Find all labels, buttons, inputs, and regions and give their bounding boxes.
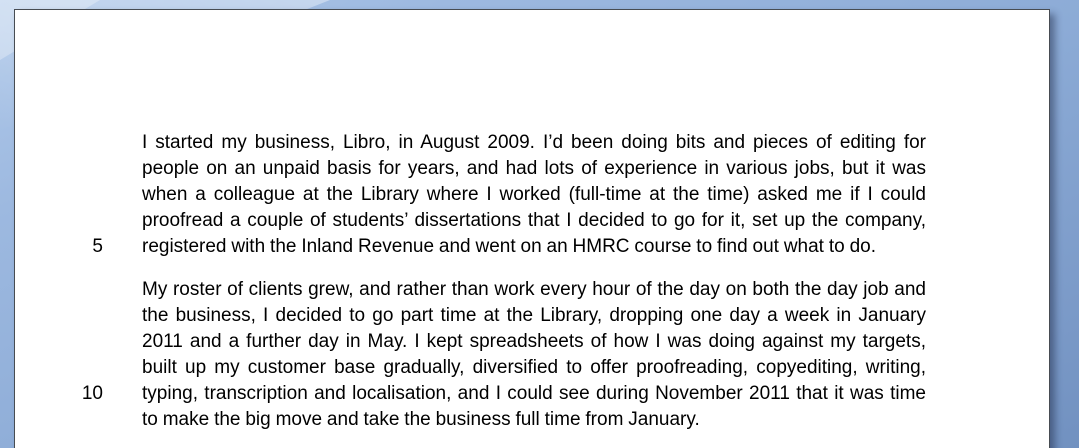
line-text[interactable]: I started my business, Libro, in August 2009. I’d been doing bits and pieces of editing for — [142, 132, 926, 153]
line-number — [15, 407, 103, 433]
line-text[interactable]: to make the big move and take the business full time from January. — [142, 409, 700, 430]
document-line — [15, 355, 1049, 381]
document-body — [15, 10, 1049, 433]
line-text[interactable]: built up my customer base gradually, diversified to offer proofreading, copyediting, writing, — [142, 357, 926, 378]
line-text[interactable]: 2011 and a further day in May. I kept spreadsheets of how I was doing against my targets, — [142, 331, 926, 352]
line-text[interactable]: typing, transcription and localisation, and I could see during November 2011 that it was time — [142, 383, 926, 404]
line-text[interactable]: proofread a couple of students’ dissertations that I decided to go for it, set up the company, — [142, 210, 926, 231]
document-line — [15, 208, 1049, 234]
line-number — [15, 303, 103, 329]
line-number — [15, 277, 103, 303]
document-line — [15, 303, 1049, 329]
line-text[interactable]: people on an unpaid basis for years, and had lots of experience in various jobs, but it was — [142, 158, 926, 179]
line-number-10: 10 — [81, 383, 103, 404]
document-line — [15, 130, 1049, 156]
document-line — [15, 407, 1049, 433]
line-text[interactable]: registered with the Inland Revenue and went on an HMRC course to find out what to do. — [142, 236, 876, 257]
line-number — [15, 182, 103, 208]
line-text[interactable]: when a colleague at the Library where I worked (full-time at the time) asked me if I could — [142, 184, 926, 205]
line-text[interactable]: My roster of clients grew, and rather than work every hour of the day on both the day job and — [142, 279, 926, 300]
line-number — [15, 208, 103, 234]
line-number — [15, 355, 103, 381]
document-line — [15, 277, 1049, 303]
document-page[interactable] — [14, 9, 1050, 448]
line-number-5: 5 — [92, 236, 103, 257]
document-line — [15, 182, 1049, 208]
line-number — [15, 156, 103, 182]
line-number — [15, 329, 103, 355]
line-number — [15, 130, 103, 156]
line-text[interactable]: the business, I decided to go part time at the Library, dropping one day a week in January — [142, 305, 926, 326]
document-line — [15, 156, 1049, 182]
document-line — [15, 329, 1049, 355]
document-line — [15, 381, 1049, 407]
document-line — [15, 234, 1049, 260]
